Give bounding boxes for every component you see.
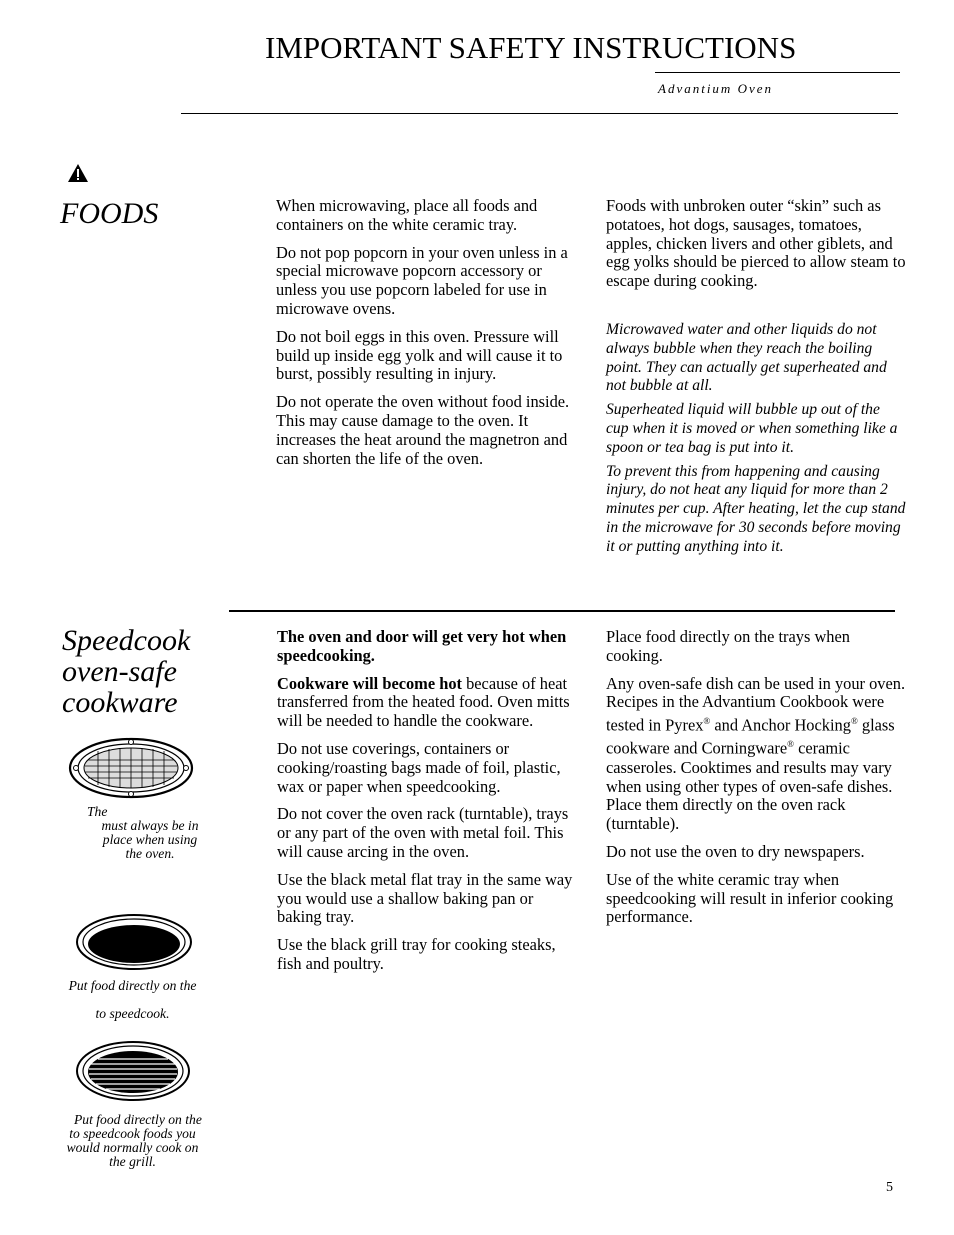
speedcook-right-column: [606, 628, 906, 936]
speedcook-title-line: Speedcook: [62, 624, 191, 657]
speedcook-paragraph: Use the black grill tray for cooking steaks, fish and poultry.: [277, 935, 556, 973]
speedcook-paragraph: Use of the white ceramic tray when speedcooking will result in inferior cooking performance.: [606, 869, 894, 927]
oven-rack-illustration: [68, 736, 194, 800]
superheated-warning: Microwaved water and other liquids do not always bubble when they reach the boiling point. They can actually get superheated and not bubble at all.: [606, 320, 887, 395]
page-title: IMPORTANT SAFETY INSTRUCTIONS: [265, 30, 797, 65]
registered-mark: ®: [703, 716, 711, 727]
caption-line: Put food directly on the: [68, 978, 197, 993]
cookware-text: and Anchor Hocking: [710, 715, 851, 735]
cookware-text: ceramic casseroles. Cooktimes and results may vary when using other types of oven-safe dishes. Place them directly on the oven rack (turntable).: [606, 738, 893, 834]
registered-mark: ®: [850, 716, 858, 727]
foods-paragraph: Do not pop popcorn in your oven unless in a special microwave popcorn accessory or unless you use popcorn labeled for use in microwave ovens.: [276, 242, 568, 318]
speedcook-paragraph: Do not use coverings, containers or cooking/roasting bags made of foil, plastic, wax or paper when speedcooking.: [277, 738, 561, 796]
oven-rack-caption: [60, 805, 205, 861]
speedcook-left-column: [277, 628, 577, 983]
section-divider: [229, 610, 895, 612]
cookware-hot-warning: Cookware will become hot: [277, 673, 462, 693]
speedcook-section-title: [62, 625, 190, 718]
foods-right-column: [606, 197, 906, 562]
foods-paragraph: Foods with unbroken outer “skin” such as potatoes, hot dogs, sausages, tomatoes, apples, chicken livers and other giblets, and egg yolks should be pierced to allow steam to escape during cooking.: [606, 196, 906, 291]
superheated-warning: Superheated liquid will bubble up out of the cup when it is moved or when something like a spoon or tea bag is put into it.: [606, 401, 898, 456]
speedcook-paragraph: Do not use the oven to dry newspapers.: [606, 841, 865, 861]
cookware-hot-text: because of heat transferred from the heated food. Oven mitts will be needed to handle the cookware.: [277, 673, 570, 731]
foods-section-title: FOODS: [60, 197, 159, 230]
foods-paragraph: Do not boil eggs in this oven. Pressure will build up inside egg yolk and will cause it to burst, possibly resulting in injury.: [276, 326, 563, 384]
page-number: 5: [886, 1180, 893, 1195]
header-divider-long: [181, 113, 898, 114]
cookware-paragraph: [606, 675, 906, 834]
caption-line: Put food directly on the: [74, 1112, 202, 1127]
speedcook-title-line: oven-safe: [62, 655, 177, 688]
flat-tray-illustration: [74, 912, 194, 972]
caption-line: to speedcook.: [95, 1006, 170, 1021]
cookware-text: Any oven-safe dish can be used in your oven. Recipes in the Advantium Cookbook were tested in Pyrex: [606, 673, 906, 735]
speedcook-paragraph: Place food directly on the trays when cooking.: [606, 627, 850, 665]
speedcook-title-line: cookware: [62, 686, 178, 719]
registered-mark: ®: [787, 739, 794, 750]
header-divider-short: [655, 72, 900, 73]
grill-tray-caption: [60, 1113, 205, 1169]
cookware-text: glass cookware and Corningware: [606, 715, 895, 758]
page-subtitle: Advantium Oven: [658, 81, 774, 96]
speedcook-paragraph: Do not cover the oven rack (turntable), trays or any part of the oven with metal foil. This will cause arcing in the oven.: [277, 804, 569, 861]
foods-paragraph: When microwaving, place all foods and containers on the white ceramic tray.: [276, 196, 538, 234]
foods-paragraph: Do not operate the oven without food inside. This may cause damage to the oven. It increases the heat around the magnetron and can shorten the life of the oven.: [276, 392, 570, 468]
superheated-warning: To prevent this from happening and causing injury, do not heat any liquid for more than 2 minutes per cup. After heating, let the cup stand in the microwave for 30 seconds before moving it or putting anything into it.: [606, 462, 906, 555]
caption-line: The: [87, 804, 108, 819]
speedcook-paragraph: Use the black metal flat tray in the same way you would use a shallow baking pan or baking tray.: [277, 869, 573, 927]
grill-tray-illustration: [74, 1039, 192, 1103]
caption-line: to speedcook foods you would normally cook on the grill.: [66, 1126, 199, 1169]
foods-left-column: [276, 197, 576, 477]
flat-tray-caption: [60, 979, 205, 1021]
warning-icon: [67, 163, 89, 183]
caption-line: must always be in place when using the oven.: [101, 818, 199, 861]
hot-warning: The oven and door will get very hot when speedcooking.: [277, 627, 567, 665]
